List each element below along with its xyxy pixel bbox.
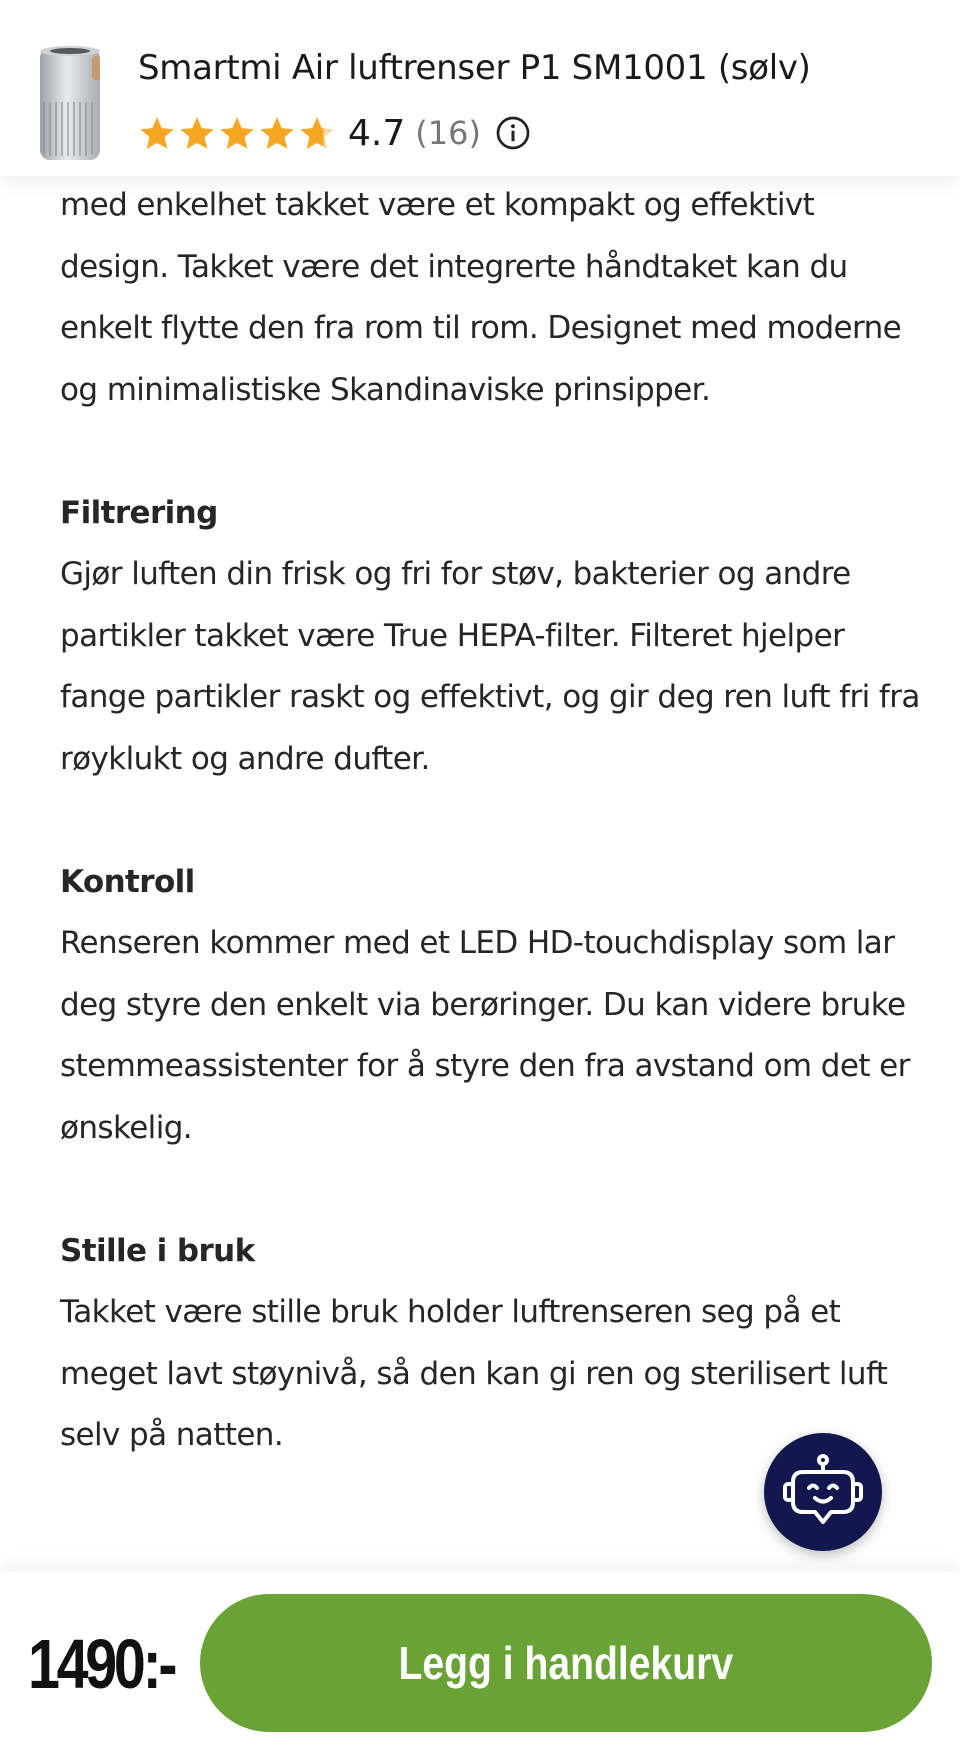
purchase-bar <box>0 1572 960 1746</box>
section-heading-filtering: Filtrering <box>60 494 218 531</box>
star-icon <box>178 114 216 152</box>
rating-stars <box>138 114 336 152</box>
product-price: 1490:- <box>28 1625 175 1703</box>
star-icon <box>258 114 296 152</box>
add-to-cart-label: Legg i handlekurv <box>398 1637 734 1689</box>
star-icon <box>138 114 176 152</box>
rating-count: (16) <box>415 114 481 152</box>
sticky-product-header <box>0 0 960 176</box>
chat-assistant-button[interactable] <box>764 1433 882 1551</box>
description-intro: med enkelhet takket være et kompakt og effektivt design. Takket være det integrerte håndtaket kan du enkelt flytte den fra rom til rom. Designet med moderne og minimalistiske Skandinaviske prinsipper. <box>60 187 902 408</box>
robot-chat-icon <box>781 1450 865 1534</box>
star-icon <box>218 114 256 152</box>
star-half-icon <box>298 114 336 152</box>
section-text-quiet: Takket være stille bruk holder luftrenseren seg på et meget lavt støynivå, så den kan gi ren og sterilisert luft selv på natten. <box>60 1294 888 1453</box>
product-rating[interactable] <box>138 108 531 158</box>
product-thumbnail <box>36 42 106 164</box>
product-description <box>60 175 920 1467</box>
section-heading-quiet: Stille i bruk <box>60 1232 255 1269</box>
section-text-control: Renseren kommer med et LED HD-touchdisplay som lar deg styre den enkelt via berøringer. Du kan videre bruke stemmeassistenter for å styre den fra avstand om det er ønskelig. <box>60 925 910 1146</box>
product-title: Smartmi Air luftrenser P1 SM1001 (sølv) <box>138 48 811 88</box>
add-to-cart-button[interactable] <box>200 1594 932 1732</box>
section-heading-control: Kontroll <box>60 863 195 900</box>
section-text-filtering: Gjør luften din frisk og fri for støv, bakterier og andre partikler takket være True HEPA-filter. Filteret hjelper fange partikler raskt og effektivt, og gir deg ren luft fri fra røyklukt og andre dufter. <box>60 556 920 777</box>
rating-value: 4.7 <box>348 112 406 154</box>
info-icon[interactable] <box>495 115 531 151</box>
